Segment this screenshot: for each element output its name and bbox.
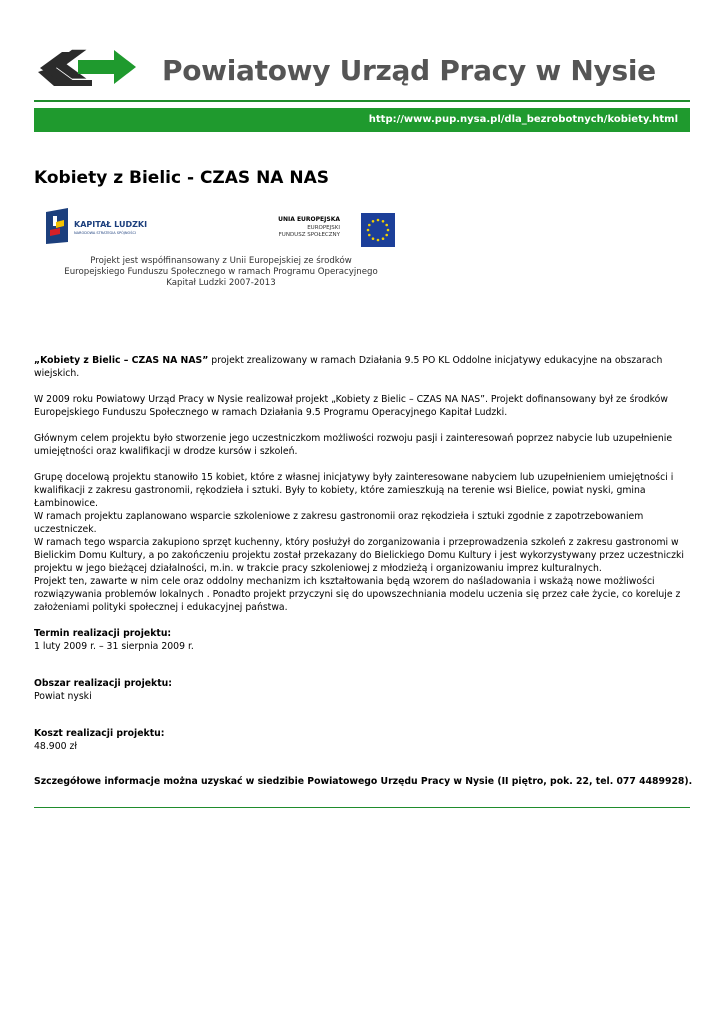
- area-value: Powiat nyski: [34, 691, 92, 702]
- site-header: [34, 40, 690, 100]
- area-label: Obszar realizacji projektu:: [34, 678, 173, 689]
- pup-logo-icon: [34, 42, 138, 94]
- eu-flag-icon: [361, 213, 395, 247]
- paragraph-1: W 2009 roku Powiatowy Urząd Pracy w Nysie realizował projekt „Kobiety z Bielic – CZAS NA NAS”. Projekt dofinansowany był ze środków Europejskiego Funduszu Społecznego w ramach Działania 9.5 Programu Operacyjnego Kapitał Ludzki.: [34, 394, 668, 418]
- footer-divider: [34, 807, 690, 808]
- page-title: Kobiety z Bielic - CZAS NA NAS: [34, 168, 330, 188]
- site-title: Powiatowy Urząd Pracy w Nysie: [162, 54, 656, 87]
- kapital-ludzki-logo-icon: [44, 208, 70, 244]
- eu-fund-label: [248, 216, 340, 240]
- url-bar: [34, 108, 690, 132]
- term-section: [34, 627, 694, 653]
- kapital-ludzki-subtitle: NARODOWA STRATEGIA SPÓJNOŚCI: [74, 231, 136, 235]
- cofinancing-line-2: Europejskiego Funduszu Społecznego w ramach Programu Operacyjnego: [64, 267, 378, 277]
- eu-line-1: UNIA EUROPEJSKA: [278, 216, 340, 223]
- term-value: 1 luty 2009 r. – 31 sierpnia 2009 r.: [34, 641, 194, 652]
- header-divider: [34, 100, 690, 102]
- page-url-link[interactable]: http://www.pup.nysa.pl/dla_bezrobotnych/kobiety.html: [368, 114, 678, 125]
- paragraph-2: Głównym celem projektu było stworzenie jego uczestniczkom możliwości rozwoju pasji i zainteresowań poprzez nabycie lub uzupełnienie umiejętności oraz kwalifikacji w drodze kursów i szkoleń.: [34, 433, 673, 457]
- article-body: [34, 354, 694, 801]
- intro-project-name: „Kobiety z Bielic – CZAS NA NAS”: [34, 355, 209, 366]
- eu-funding-banner: [36, 204, 406, 296]
- cost-label: Koszt realizacji projektu:: [34, 728, 165, 739]
- cofinancing-line-3: Kapitał Ludzki 2007-2013: [166, 278, 276, 288]
- paragraph-4: W ramach projektu zaplanowano wsparcie szkoleniowe z zakresu gastronomii oraz rękodzieła i sztuki zgodnie z zapotrzebowaniem uczestniczek.: [34, 511, 644, 535]
- intro-paragraph: [34, 354, 694, 380]
- paragraph-6: Projekt ten, zawarte w nim cele oraz oddolny mechanizm ich kształtowania będą wzorem do naśladowania i wskażą nowe możliwości rozwiązywania problemów lokalnych . Ponadto projekt przyczyni się do upowszechniania modelu uczenia się przez całe życie, co koreluje z założeniami polityki społecznej i edukacyjnej państwa.: [34, 576, 681, 613]
- cost-value: 48.900 zł: [34, 741, 78, 752]
- cofinancing-note: [36, 256, 406, 289]
- contact-info: [34, 775, 694, 788]
- area-section: [34, 677, 694, 703]
- eu-line-3: FUNDUSZ SPOŁECZNY: [278, 232, 340, 238]
- cost-section: [34, 727, 694, 753]
- kapital-ludzki-label: KAPITAŁ LUDZKI: [74, 220, 148, 229]
- contact-text: Szczegółowe informacje można uzyskać w siedzibie Powiatowego Urzędu Pracy w Nysie (II piętro, pok. 22, tel. 077 4489928).: [34, 776, 693, 787]
- eu-line-2: EUROPEJSKI: [307, 224, 340, 231]
- intro-text: projekt zrealizowany w ramach Działania 9.5 PO KL Oddolne inicjatywy edukacyjne na obszarach wiejskich.: [34, 355, 663, 379]
- paragraph-3: Grupę docelową projektu stanowiło 15 kobiet, które z własnej inicjatywy były zainteresowane nabyciem lub uzupełnieniem umiejętności i kwalifikacji z zakresu gastronomii, rękodzieła i sztuki. Były to kobiety, które zamieszkują na terenie wsi Bielice, powiat nyski, gmina Łambinowice.: [34, 472, 674, 509]
- term-label: Termin realizacji projektu:: [34, 628, 172, 639]
- paragraph-5: W ramach tego wsparcia zakupiono sprzęt kuchenny, który posłużył do zorganizowania i przeprowadzenia szkoleń z zakresu gastronomi w Bielickim Domu Kultury, a po zakończeniu projektu został przekazany do Bielickiego Domu Kultury i jest wykorzystywany przez uczestniczki projektu w jego bieżącej działalności, m.in. w trakcie pracy szkoleniowej z młodzieżą i organizowaniu imprez kulturalnych.: [34, 537, 684, 574]
- cofinancing-line-1: Projekt jest współfinansowany z Unii Europejskiej ze środków: [90, 256, 352, 266]
